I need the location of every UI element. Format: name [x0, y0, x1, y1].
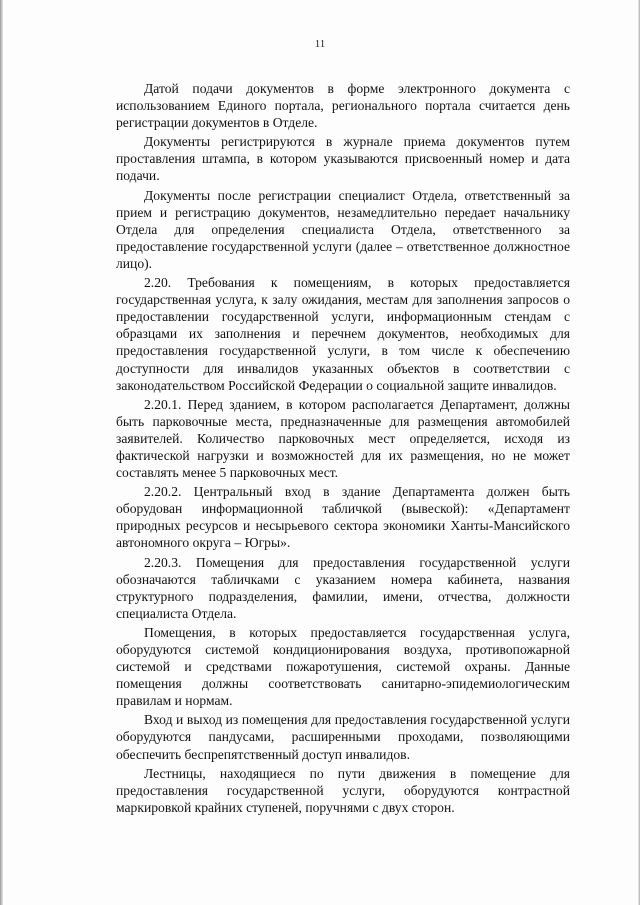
- paragraph-after-registration: Документы после регистрации специалист Отдела, ответственный за прием и регистрацию документов, незамедлительно передает начальнику Отдела для определения специалиста Отдела, ответственного за предоставление государственной услуги (далее – ответственное должностное лицо).: [116, 187, 570, 271]
- document-body: [116, 80, 570, 818]
- paragraph-submission-date: Датой подачи документов в форме электронного документа с использованием Единого портала, регионального портала считается день регистрации документов в Отделе.: [116, 81, 570, 131]
- page-number: 11: [314, 38, 326, 50]
- paragraph-section-2-20-1: 2.20.1. Перед зданием, в котором располагается Департамент, должны быть парковочные места, предназначенные для размещения автомобилей заявителей. Количество парковочных мест определяется, исходя из фактической нагрузки и возможностей для их размещения, но не может составлять менее 5 парковочных мест.: [116, 396, 570, 481]
- paragraph-stairs: Лестницы, находящиеся по пути движения в помещение для предоставления государственной услуги, оборудуются контрастной маркировкой крайних ступеней, поручнями с двух сторон.: [116, 765, 570, 815]
- paragraph-section-2-20-2: 2.20.2. Центральный вход в здание Департамента должен быть оборудован информационной табличкой (вывеской): «Департамент природных ресурсов и несырьевого сектора экономики Ханты-Мансийского автономного округа – Югры».: [116, 484, 570, 551]
- paragraph-section-2-20-3: 2.20.3. Помещения для предоставления государственной услуги обозначаются табличками с указанием номера кабинета, названия структурного подразделения, фамилии, имени, отчества, должности специалиста Отдела.: [116, 554, 570, 621]
- paragraph-entrance-exit: Вход и выход из помещения для предоставления государственной услуги оборудуются пандусами, расширенными проходами, позволяющими обеспечить беспрепятственный доступ инвалидов.: [116, 712, 570, 762]
- scan-edge-left: [0, 0, 3, 905]
- paragraph-premises-equipment: Помещения, в которых предоставляется государственная услуга, оборудуются системой кондиционирования воздуха, противопожарной системой и средствами пожаротушения, системой охраны. Данные помещения должны соответствовать санитарно-эпидемиологическим правилам и нормам.: [116, 624, 570, 709]
- paragraph-section-2-20: 2.20. Требования к помещениям, в которых предоставляется государственная услуга, к залу ожидания, местам для заполнения запросов о предоставлении государственной услуги, информационным стендам с образцами их заполнения и перечнем документов, необходимых для предоставления государственной услуги, в том числе к обеспечению доступности для инвалидов указанных объектов в соответствии с законодательством Российской Федерации о социальной защите инвалидов.: [116, 275, 570, 393]
- paragraph-registration-journal: Документы регистрируются в журнале приема документов путем проставления штампа, в котором указываются присвоенный номер и дата подачи.: [116, 134, 570, 184]
